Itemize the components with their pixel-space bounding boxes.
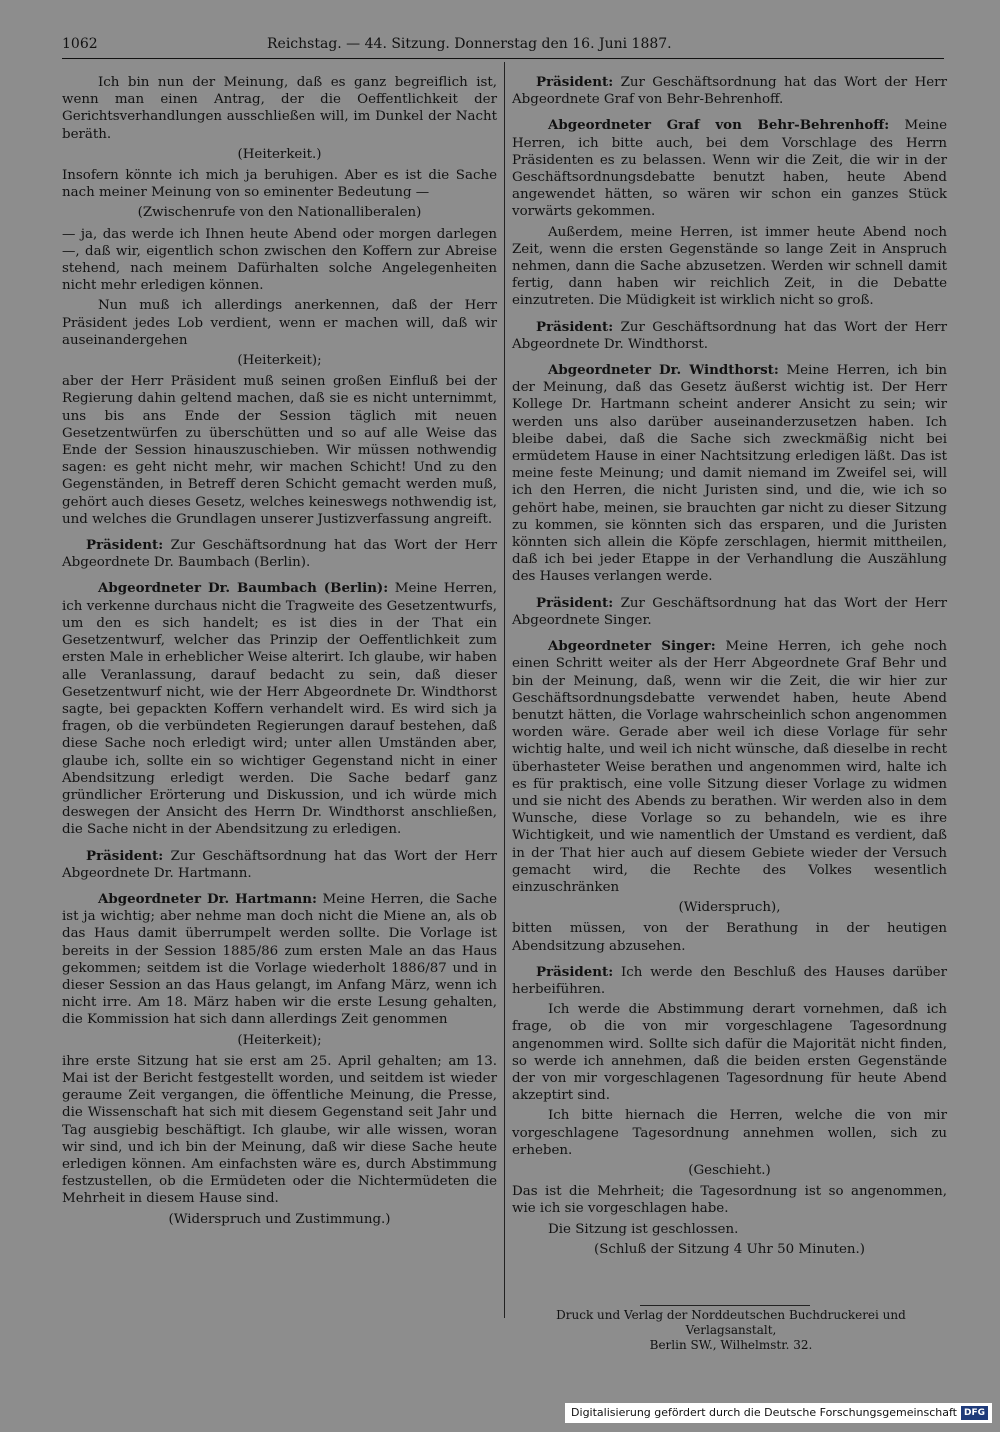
left-column [62,74,497,1232]
speaker-paragraph: Abgeordneter Graf von Behr-Behrenhoff: Meine Herren, ich bitte auch, bei dem Vorschlage des Herrn Präsidenten es zu belassen. Wenn wir die Zeit, die wir in der Geschäftsordnungsdebatte benutzt haben, heute Abend angewendet hätten, so wären wir schon ein ganzes Stück vorwärts gekommen. [512,117,948,220]
speaker-paragraph: Abgeordneter Singer: Meine Herren, ich gehe noch einen Schritt weiter als der Herr Abgeordnete Graf Behr und bin der Meinung, daß, wenn wir die Zeit, die wir hier zur Geschäftsordnungsdebatte verwendet haben, heute Abend benutzt hätten, die Vorlage wahrscheinlich schon angenommen worden wäre. Gerade aber weil ich diese Vorlage für sehr wichtig halte, und weil ich nicht wünsche, daß dieselbe in recht überhasteter Weise berathen und angenommen wird, halte ich es für praktisch, eine volle Sitzung dieser Vorlage zu widmen und sie nicht des Abends zu berathen. Wir werden also in dem Wunsche, diese Vorlage so zu behandeln, wie es ihre Wichtigkeit, und wie namentlich der Umstand es verdient, daß in der That hier auch auf diesem Gebiete wieder der Versuch gemacht wird, die Rechte des Volkes wesentlich einzuschränken [512,638,947,895]
interjection: (Zwischenrufe von den Nationalliberalen) [137,205,422,221]
paragraph: — ja, das werde ich Ihnen heute Abend oder morgen darlegen —, daß wir, eigentlich schon zwischen den Koffern zur Abreise stehend, nach meinem Dafürhalten solche Angelegenheiten nicht mehr erledigen können. [62,226,497,294]
paragraph: bitten müssen, von der Berathung in der heutigen Abendsitzung abzusehen. [512,921,947,954]
paragraph: Insofern könnte ich mich ja beruhigen. Aber es ist die Sache nach meiner Meinung von so eminenter Bedeutung — [62,168,497,201]
dfg-logo: DFG [961,1406,988,1420]
interjection: (Widerspruch), [678,900,781,916]
speaker-paragraph: Präsident: Zur Geschäftsordnung hat das Wort der Herr Abgeordnete Singer. [512,594,947,628]
imprint-rule [640,1305,810,1306]
speaker-paragraph: Präsident: Zur Geschäftsordnung hat das Wort der Herr Abgeordnete Dr. Hartmann. [62,847,497,881]
imprint [512,1308,950,1353]
speaker-paragraph: Präsident: Ich werde den Beschluß des Hauses darüber herbeiführen. [512,963,947,997]
column-divider [504,62,505,1318]
speaker-paragraph: Präsident: Zur Geschäftsordnung hat das Wort der Herr Abgeordnete Dr. Windthorst. [512,318,947,352]
interjection: (Geschieht.) [688,1162,771,1178]
right-column [512,74,947,1262]
interjection: (Heiterkeit); [237,353,322,369]
paragraph: Das ist die Mehrheit; die Tagesordnung ist so angenommen, wie ich sie vorgeschlagen habe. [512,1184,947,1217]
speaker-paragraph: Präsident: Zur Geschäftsordnung hat das Wort der Herr Abgeordnete Graf von Behr-Behrenhoff. [512,74,947,108]
speaker-paragraph: Abgeordneter Dr. Baumbach (Berlin): Meine Herren, ich verkenne durchaus nicht die Tragweite des Gesetzentwurfs, um den es sich handelt; es ist dies in der That ein Gesetzentwurf, welcher das Prinzip der Oeffentlichkeit zum ersten Male in erheblicher Weise alterirt. Ich glaube, wir haben alle Veranlassung, darauf bedacht zu sein, daß dieser Gesetzentwurf nicht, wie der Herr Abgeordnete Dr. Windthorst sagte, bei gepackten Koffern verhandelt wird. Es wird sich ja fragen, ob die verbündeten Regierungen darauf bestehen, daß diese Sache noch erledigt wird; unter allen Umständen aber, glaube ich, sollte ein so wichtiger Gegenstand nicht in einer Abendsitzung erledigt werden. Die Sache bedarf ganz gründlicher Erörterung und Diskussion, und ich würde mich deswegen der Ansicht des Herrn Dr. Windthorst anschließen, die Sache nicht in der Abendsitzung zu erledigen. [62,580,497,838]
page-header [62,36,942,56]
dfg-credit-text: Digitalisierung gefördert durch die Deutsche Forschungsgemeinschaft [571,1406,957,1419]
closing-note: (Schluß der Sitzung 4 Uhr 50 Minuten.) [593,1241,866,1257]
speaker-paragraph: Präsident: Zur Geschäftsordnung hat das Wort der Herr Abgeordnete Dr. Baumbach (Berlin). [62,537,497,571]
interjection: (Heiterkeit.) [237,146,322,162]
paragraph: Ich werde die Abstimmung derart vornehmen, daß ich frage, ob die von mir vorgeschlagene Tagesordnung angenommen wird. Sollte sich dafür die Majorität nicht finden, so werde ich annehmen, daß die beiden ersten Gegenstände der von mir vorgeschlagenen Tagesordnung für heute Abend akzeptirt sind. [512,1002,947,1104]
paragraph: Außerdem, meine Herren, ist immer heute Abend noch Zeit, wenn die ersten Gegenstände so lange Zeit in Anspruch nehmen, dann die Sache abzusetzen. Werden wir schnell damit fertig, dann haben wir reichlich Zeit, in die Debatte einzutreten. Die Müdigkeit ist wirklich nicht so groß. [512,224,947,309]
speaker-paragraph: Abgeordneter Dr. Windthorst: Meine Herren, ich bin der Meinung, daß das Gesetz äußerst wichtig ist. Der Herr Kollege Dr. Hartmann scheint anderer Ansicht zu sein; wir werden uns also darüber auseinanderzusetzen haben. Ich bleibe dabei, daß die Sache sich zweckmäßig nicht bei ermüdetem Hause in einer Nachtsitzung erledigen läßt. Das ist meine feste Meinung; und damit niemand im Zweifel sei, will ich den Herren, die nicht Juristen sind, und die, wie ich so gehört habe, meinen, sie brauchten gar nicht zu dieser Sitzung zu kommen, sie könnten sich das ersparen, und die Juristen könnten sich allein die Köpfe zerschlagen, hiermit mittheilen, daß ich bei jeder Etappe in der Verhandlung die Auszählung des Hauses verlangen werde. [512,362,947,585]
paragraph: Nun muß ich allerdings anerkennen, daß der Herr Präsident jedes Lob verdient, wenn er machen will, daß wir auseinandergehen [62,298,497,348]
paragraph: Ich bin nun der Meinung, daß es ganz begreiflich ist, wenn man einen Antrag, der die Oeffentlichkeit der Gerichtsverhandlungen ausschließen will, im Dunkel der Nacht beräth. [62,75,497,142]
header-rule [62,58,944,59]
interjection: (Widerspruch und Zustimmung.) [168,1211,391,1227]
interjection: (Heiterkeit); [237,1032,322,1048]
running-title: Reichstag. — 44. Sitzung. Donnerstag den 16. Juni 1887. [267,36,672,52]
paragraph: Ich bitte hiernach die Herren, welche die von mir vorgeschlagene Tagesordnung annehmen wollen, sich zu erheben. [512,1108,947,1158]
imprint-line: Berlin SW., Wilhelmstr. 32. [649,1338,813,1352]
paragraph: ihre erste Sitzung hat sie erst am 25. April gehalten; am 13. Mai ist der Bericht festgestellt worden, und seitdem ist wieder geraume Zeit vergangen, die öffentliche Meinung, die Presse, die Wissenschaft hat sich mit diesem Gegenstand seit Jahr und Tag ausgiebig beschäftigt. Ich glaube, wir alle wissen, woran wir sind, und ich bin der Meinung, daß wir diese Sache heute erledigen können. Am einfachsten wäre es, durch Abstimmung festzustellen, ob die Ermüdeten oder die Nichtermüdeten die Mehrheit in diesem Hause sind. [62,1053,497,1207]
paragraph: Die Sitzung ist geschlossen. [548,1221,739,1237]
dfg-credit [565,1403,992,1423]
speaker-paragraph: Abgeordneter Dr. Hartmann: Meine Herren, die Sache ist ja wichtig; aber nehme man doch nicht die Miene an, als ob das Haus damit überrumpelt werden sollte. Die Vorlage ist bereits in der Session 1885/86 zum ersten Male an das Haus gekommen; seitdem ist die Vorlage wiederholt 1886/87 und in dieser Session an das Haus gelangt, im Anfang März, wenn ich nicht irre. Am 18. März haben wir die erste Lesung gehalten, die Kommission hat sich dann allerdings Zeit genommen [62,890,497,1028]
paragraph: aber der Herr Präsident muß seinen großen Einfluß bei der Regierung dahin geltend machen, daß sie es nicht unternimmt, uns bis ans Ende der Session täglich mit neuen Gesetzentwürfen zu überschütten und so auf alle Weise das Ende der Session hinauszuschieben. Wir müssen nothwendig sagen: es geht nicht mehr, wir machen Schicht! Und zu den Gegenständen, in Betreff deren Schicht gemacht werden muß, gehört auch dieses Gesetz, welches keineswegs nothwendig ist, und welches die Grundlagen unserer Justizverfassung angreift. [62,374,497,527]
page-number: 1062 [62,36,98,52]
imprint-line: Druck und Verlag der Norddeutschen Buchdruckerei und Verlagsanstalt, [556,1308,906,1337]
